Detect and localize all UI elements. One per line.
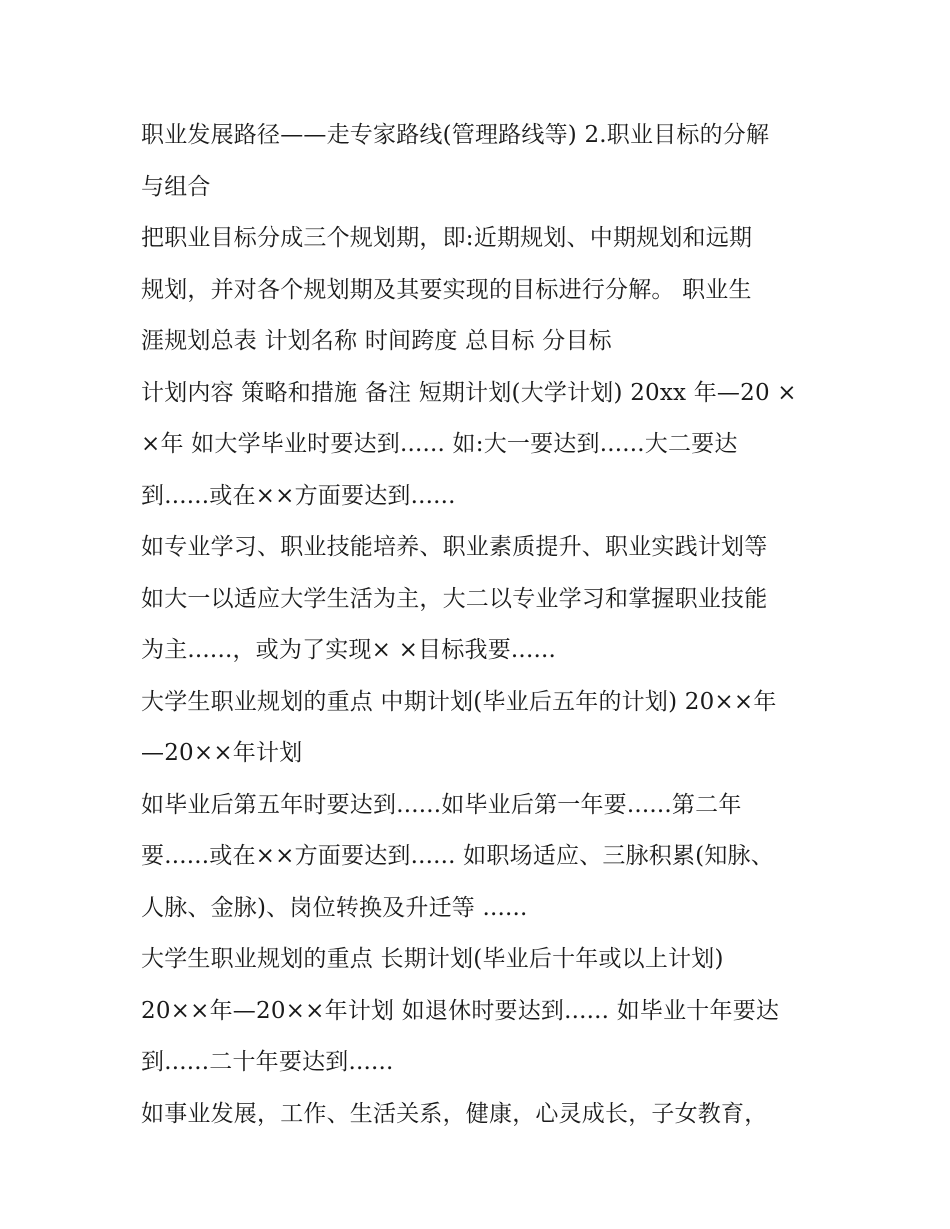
text-line: 如事业发展，工作、生活关系，健康，心灵成长，子女教育， <box>141 1100 768 1127</box>
text-line: 大学生职业规划的重点 中期计划(毕业后五年的计划) 20××年 <box>141 688 777 715</box>
document-body <box>141 110 821 1140</box>
text-line: 涯规划总表 计划名称 时间跨度 总目标 分目标 <box>141 328 612 354</box>
text-line: 如大一以适应大学生活为主，大二以专业学习和掌握职业技能 <box>141 585 768 612</box>
text-line: 要......或在××方面要达到...... 如职场适应、三脉积累(知脉、 <box>141 843 774 869</box>
text-line: 如毕业后第五年时要达到......如毕业后第一年要......第二年 <box>141 791 742 818</box>
text-line: 20××年—20××年计划 如退休时要达到...... 如毕业十年要达 <box>141 997 780 1024</box>
text-line: 如专业学习、职业技能培养、职业素质提升、职业实践计划等 <box>141 534 768 560</box>
text-line: 与组合 <box>141 173 211 200</box>
text-line: 为主......，或为了实现× ×目标我要...... <box>141 637 556 663</box>
text-line: 到......或在××方面要达到...... <box>141 482 456 509</box>
text-line: 计划内容 策略和措施 备注 短期计划(大学计划) 20xx 年—20 × <box>141 379 797 406</box>
text-line: —20××年计划 <box>141 740 303 766</box>
text-line: 到......二十年要达到...... <box>141 1049 394 1075</box>
text-line: 规划，并对各个规划期及其要实现的目标进行分解。 职业生 <box>141 276 752 303</box>
text-line: 职业发展路径——走专家路线(管理路线等) 2.职业目标的分解 <box>141 122 770 148</box>
text-line: 大学生职业规划的重点 长期计划(毕业后十年或以上计划) <box>141 946 724 972</box>
text-line: 把职业目标分成三个规划期，即:近期规划、中期规划和远期 <box>141 225 753 251</box>
text-line: ×年 如大学毕业时要达到...... 如:大一要达到......大二要达 <box>141 431 738 457</box>
text-line: 人脉、金脉)、岗位转换及升迁等 ...... <box>141 894 528 921</box>
